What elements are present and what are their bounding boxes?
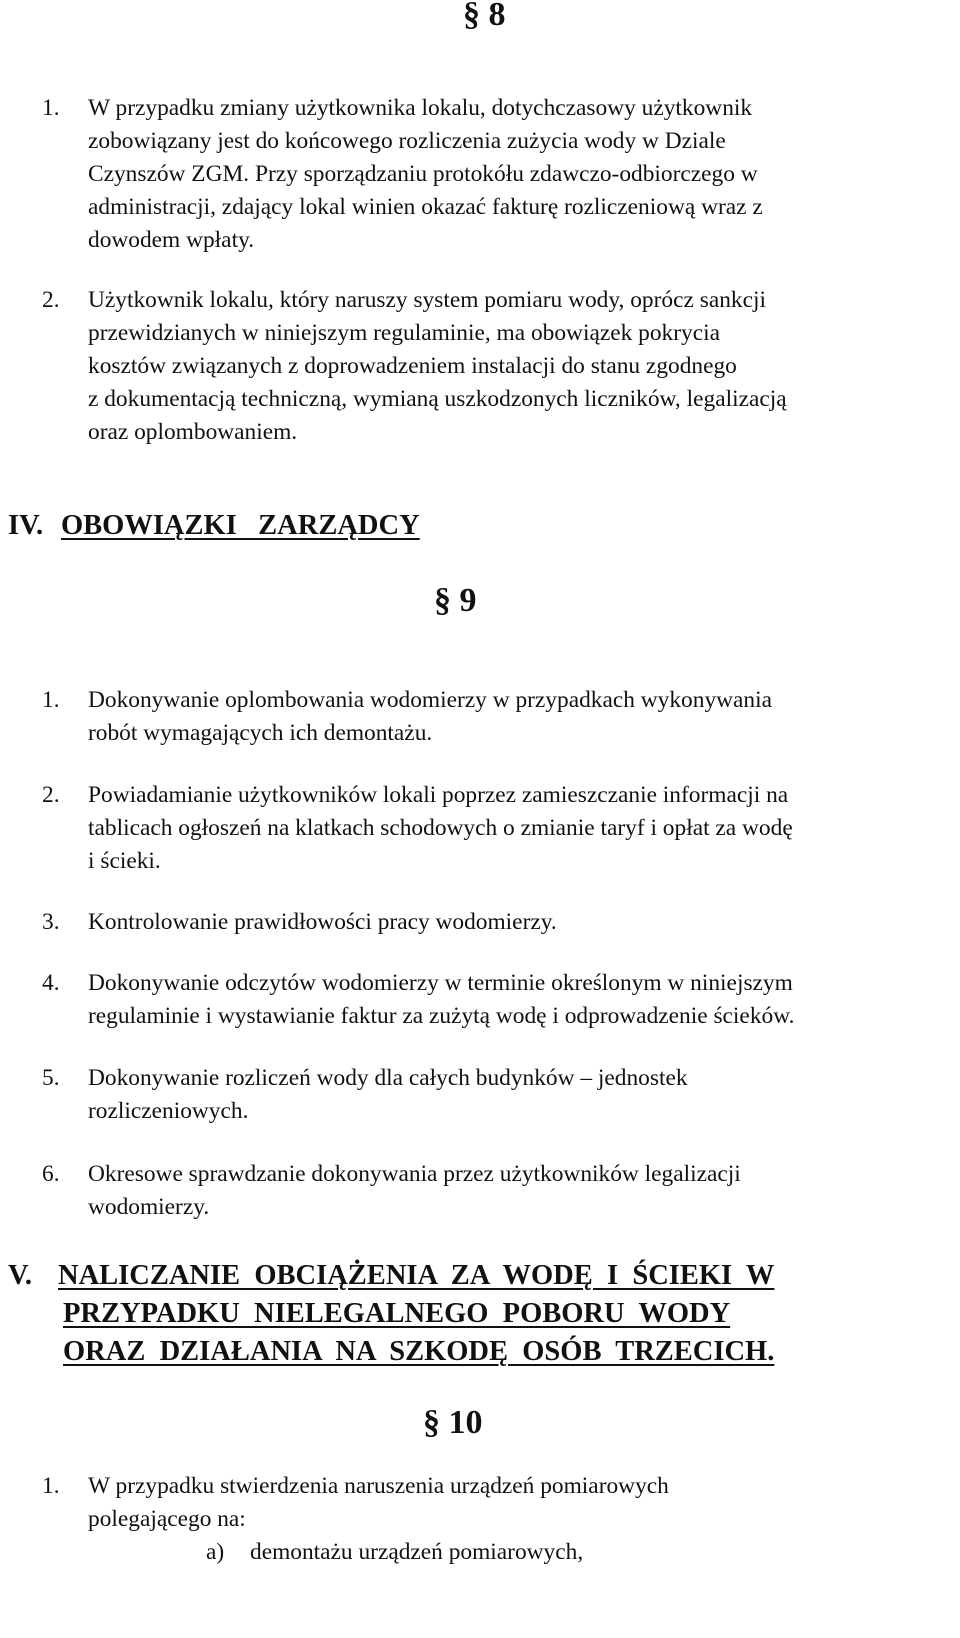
item-line: tablicach ogłoszeń na klatkach schodowych o zmianie taryf i opłat za wodę [88,815,793,841]
list-item-9-4 [42,967,794,1033]
heading-title-line-2: PRZYPADKU NIELEGALNEGO POBORU WODY [63,1298,731,1329]
item-line: regulaminie i wystawianie faktur za zużytą wodę i odprowadzenie ścieków. [88,1003,795,1029]
list-number: 1. [42,1473,60,1499]
list-item-9-5 [42,1062,688,1128]
list-number: 3. [42,909,60,935]
item-line: Dokonywanie odczytów wodomierzy w terminie określonym w niniejszym [88,970,793,996]
item-line: Dokonywanie oplombowania wodomierzy w przypadkach wykonywania [88,687,772,713]
heading-title-line-1: NALICZANIE OBCIĄŻENIA ZA WODĘ I ŚCIEKI W [58,1260,775,1291]
item-line: Powiadamianie użytkowników lokali poprzez zamieszczanie informacji na [88,782,789,808]
item-line: zobowiązany jest do końcowego rozliczenia zużycia wody w Dziale [88,128,726,154]
list-number: 6. [42,1161,60,1187]
sub-item-text: demontażu urządzeń pomiarowych, [250,1539,584,1565]
list-item-9-6 [42,1158,741,1224]
item-line: Okresowe sprawdzanie dokonywania przez użytkowników legalizacji [88,1161,741,1187]
item-line: oraz oplombowaniem. [88,419,298,445]
item-line: robót wymagających ich demontażu. [88,720,433,746]
item-line: polegającego na: [88,1506,246,1532]
list-item-8-1 [42,92,763,257]
list-number: 2. [42,287,60,313]
item-line: Kontrolowanie prawidłowości pracy wodomierzy. [88,909,557,935]
item-line: i ścieki. [88,848,161,874]
list-number: 2. [42,782,60,808]
item-line: kosztów związanych z doprowadzeniem instalacji do stanu zgodnego [88,353,737,379]
paragraph-mark-8: § 8 [463,0,506,33]
heading-number: IV. [8,510,44,541]
heading-title-line-3: ORAZ DZIAŁANIA NA SZKODĘ OSÓB TRZECICH. [63,1336,775,1367]
item-line: Dokonywanie rozliczeń wody dla całych budynków – jednostek [88,1065,688,1091]
paragraph-mark-10: § 10 [423,1404,483,1441]
list-item-9-1 [42,684,772,750]
item-line: dowodem wpłaty. [88,227,255,253]
item-line: Czynszów ZGM. Przy sporządzaniu protokółu zdawczo-odbiorczego w [88,161,758,187]
item-line: rozliczeniowych. [88,1098,249,1124]
list-item-10-1 [42,1470,669,1536]
list-item-9-3 [42,906,557,939]
paragraph-mark-9: § 9 [434,582,477,619]
item-line: W przypadku stwierdzenia naruszenia urządzeń pomiarowych [88,1473,669,1499]
heading-title: OBOWIĄZKI ZARZĄDCY [61,510,420,541]
sub-item-label: a) [206,1539,225,1565]
item-line: administracji, zdający lokal winien okazać fakturę rozliczeniową wraz z [88,194,763,220]
heading-number: V. [8,1260,33,1291]
item-line: Użytkownik lokalu, który naruszy system pomiaru wody, oprócz sankcji [88,287,766,313]
item-line: wodomierzy. [88,1194,210,1220]
list-item-9-2 [42,779,793,878]
list-number: 1. [42,687,60,713]
list-number: 5. [42,1065,60,1091]
item-line: z dokumentacją techniczną, wymianą uszkodzonych liczników, legalizacją [88,386,787,412]
list-number: 1. [42,95,60,121]
list-item-8-2 [42,284,787,449]
list-number: 4. [42,970,60,996]
item-line: przewidzianych w niniejszym regulaminie, ma obowiązek pokrycia [88,320,720,346]
item-line: W przypadku zmiany użytkownika lokalu, dotychczasowy użytkownik [88,95,753,121]
